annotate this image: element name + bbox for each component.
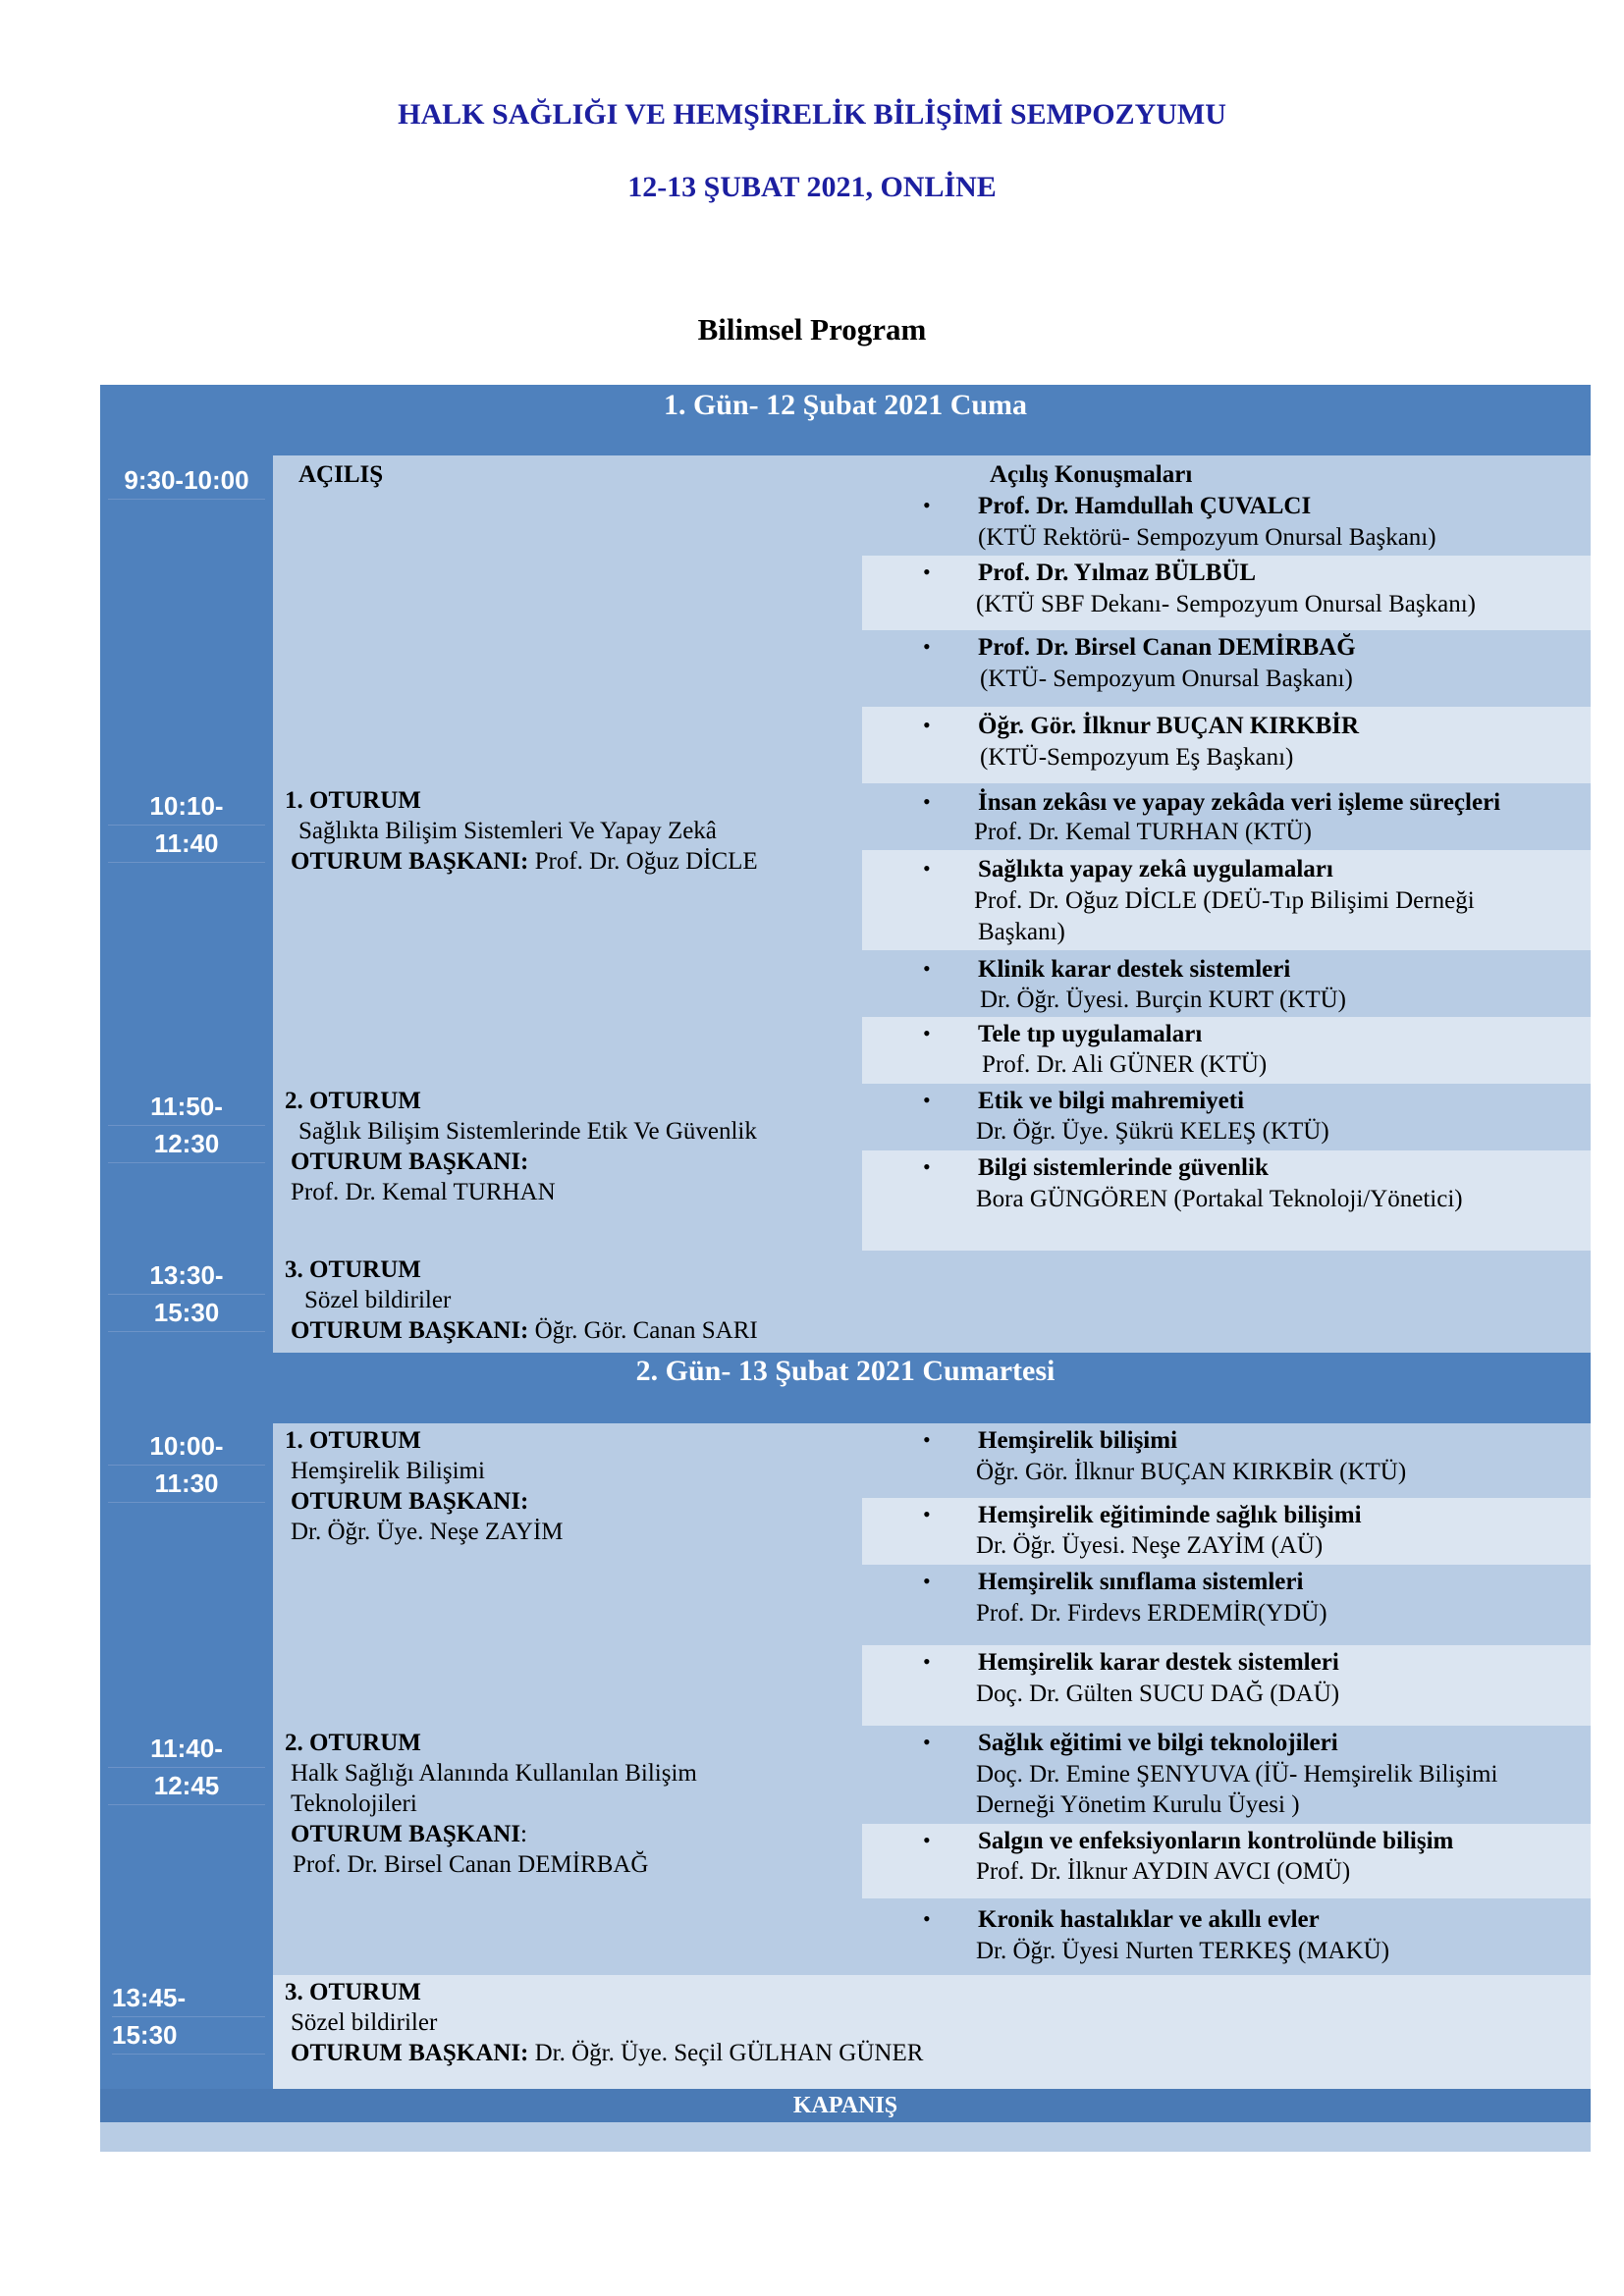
talk-speaker: Dr. Öğr. Üye. Şükrü KELEŞ (KTÜ)	[976, 1118, 1329, 1145]
talk-cell	[862, 1084, 1591, 1150]
talk-title: Sağlık eğitimi ve bilgi teknolojileri	[978, 1730, 1338, 1756]
talk-title: Öğr. Gör. İlknur BUÇAN KIRKBİR	[978, 713, 1360, 739]
talk-speaker: Prof. Dr. Oğuz DİCLE (DEÜ-Tıp Bilişimi Derneği	[974, 887, 1475, 914]
talk-speaker: Prof. Dr. İlknur AYDIN AVCI (OMÜ)	[976, 1858, 1351, 1885]
session-cell	[273, 1423, 862, 1726]
session-cell	[273, 1084, 862, 1251]
session-topic: Teknolojileri	[291, 1790, 417, 1817]
talk-speaker: Başkanı)	[978, 919, 1065, 945]
page-subtitle: 12-13 ŞUBAT 2021, ONLİNE	[627, 171, 997, 203]
session-topic: Sözel bildiriler	[304, 1287, 452, 1313]
time-label: 9:30-10:00	[108, 461, 265, 500]
session-cell	[273, 783, 862, 1084]
talk-title: Kronik hastalıklar ve akıllı evler	[978, 1906, 1320, 1933]
session-label: 2. OTURUM	[285, 1088, 421, 1114]
time-cell	[100, 1975, 273, 2089]
talk-speaker: Dr. Öğr. Üyesi. Neşe ZAYİM (AÜ)	[976, 1532, 1324, 1559]
talk-speaker: Prof. Dr. Firdevs ERDEMİR(YDÜ)	[976, 1600, 1327, 1627]
chair-colon: :	[520, 1821, 527, 1847]
talk-speaker: Bora GÜNGÖREN (Portakal Teknoloji/Yönetici)	[976, 1186, 1463, 1212]
session-label: 3. OTURUM	[285, 1256, 421, 1283]
time-label: 13:30-	[108, 1256, 265, 1295]
program-heading: Bilimsel Program	[697, 312, 927, 347]
talk-cell	[862, 1017, 1591, 1084]
talk-speaker: Öğr. Gör. İlknur BUÇAN KIRKBİR (KTÜ)	[976, 1459, 1407, 1485]
session-label: 2. OTURUM	[285, 1730, 421, 1756]
chair-name: Öğr. Gör. Canan SARI	[528, 1317, 758, 1344]
talk-title: Hemşirelik eğitiminde sağlık bilişimi	[978, 1502, 1362, 1528]
bullet-icon: •	[923, 1088, 931, 1112]
bullet-icon: •	[923, 1427, 931, 1452]
session-chair	[291, 2038, 923, 2068]
session-topic: Sağlıkta Bilişim Sistemleri Ve Yapay Zekâ	[298, 818, 717, 844]
bullet-icon: •	[923, 1906, 931, 1931]
time-label: 10:10-	[108, 787, 265, 826]
talk-speaker: Dr. Öğr. Üyesi Nurten TERKEŞ (MAKÜ)	[976, 1938, 1390, 1964]
talk-title: Bilgi sistemlerinde güvenlik	[978, 1154, 1269, 1181]
talk-title: Salgın ve enfeksiyonların kontrolünde bilişim	[978, 1828, 1454, 1854]
time-label: 10:00-	[108, 1427, 265, 1466]
talk-title: Prof. Dr. Hamdullah ÇUVALCI	[978, 493, 1312, 519]
talk-title: Hemşirelik sınıflama sistemleri	[978, 1569, 1304, 1595]
chair-label: OTURUM BAŞKANI:	[291, 1488, 529, 1515]
session-chair	[291, 1315, 758, 1346]
session-cell	[273, 455, 862, 783]
time-label: 12:30	[108, 1125, 265, 1163]
talk-title: Sağlıkta yapay zekâ uygulamaları	[978, 856, 1333, 882]
day2-title: 2. Gün- 13 Şubat 2021 Cumartesi	[635, 1355, 1056, 1387]
bullet-icon: •	[923, 1021, 931, 1045]
bullet-icon: •	[923, 789, 931, 814]
time-cell	[100, 1251, 273, 1353]
day1-header	[100, 385, 1591, 455]
bullet-icon: •	[923, 856, 931, 881]
session-topic: Sağlık Bilişim Sistemlerinde Etik Ve Güvenlik	[298, 1118, 757, 1145]
chair-name: Dr. Öğr. Üye. Seçil GÜLHAN GÜNER	[528, 2040, 924, 2066]
time-label: 12:45	[108, 1767, 265, 1805]
time-cell	[100, 455, 273, 783]
session-topic: Hemşirelik Bilişimi	[291, 1458, 485, 1484]
session-topic: Sözel bildiriler	[291, 2009, 438, 2036]
bullet-icon: •	[923, 1730, 931, 1754]
session-cell	[273, 1726, 862, 1975]
day2-header	[100, 1353, 1591, 1423]
talk-speaker: (KTÜ-Sempozyum Eş Başkanı)	[980, 744, 1294, 771]
bullet-icon: •	[923, 560, 931, 584]
time-label: 11:50-	[108, 1088, 265, 1126]
talk-cell	[862, 707, 1591, 783]
time-label: 11:40-	[108, 1730, 265, 1768]
bullet-icon: •	[923, 634, 931, 659]
bullet-icon: •	[923, 1569, 931, 1593]
chair-name: Prof. Dr. Oğuz DİCLE	[528, 848, 758, 875]
talks-title-cell	[862, 455, 1591, 556]
page-title: HALK SAĞLIĞI VE HEMŞİRELİK BİLİŞİMİ SEMPOZYUMU	[398, 98, 1226, 131]
time-label: 15:30	[108, 1294, 265, 1332]
day1-title: 1. Gün- 12 Şubat 2021 Cuma	[663, 389, 1028, 421]
talk-cell	[862, 630, 1591, 707]
chair-name: Prof. Dr. Kemal TURHAN	[291, 1179, 556, 1205]
talk-cell	[862, 783, 1591, 850]
session-label: 3. OTURUM	[285, 1979, 421, 2005]
talk-cell	[862, 1565, 1591, 1645]
talk-speaker: Prof. Dr. Kemal TURHAN (KTÜ)	[974, 819, 1312, 845]
talk-speaker: Doç. Dr. Gülten SUCU DAĞ (DAÜ)	[976, 1681, 1340, 1707]
chair-name: Dr. Öğr. Üye. Neşe ZAYİM	[291, 1519, 564, 1545]
closing-row	[100, 2089, 1591, 2152]
bullet-icon: •	[923, 1828, 931, 1852]
session-topic: Halk Sağlığı Alanında Kullanılan Bilişim	[291, 1760, 697, 1787]
bullet-icon: •	[923, 493, 931, 517]
chair-label: OTURUM BAŞKANI:	[291, 1148, 529, 1175]
closing-filler	[100, 2122, 1591, 2152]
talk-cell	[862, 850, 1591, 950]
talk-cell	[862, 1824, 1591, 1898]
time-label: 11:40	[108, 825, 265, 863]
chair-label: OTURUM BAŞKANI	[291, 1821, 521, 1847]
talk-speaker: Dr. Öğr. Üyesi. Burçin KURT (KTÜ)	[980, 987, 1346, 1013]
talk-cell	[862, 1726, 1591, 1824]
session-cell	[273, 1975, 1591, 2089]
chair-label: OTURUM BAŞKANI:	[291, 848, 529, 875]
chair-label: OTURUM BAŞKANI:	[291, 2040, 529, 2066]
time-cell	[100, 1423, 273, 1726]
talk-cell	[862, 1898, 1591, 1975]
closing-label: KAPANIŞ	[100, 2089, 1591, 2122]
time-label: 11:30	[108, 1465, 265, 1503]
talk-cell	[862, 950, 1591, 1017]
bullet-icon: •	[923, 1154, 931, 1179]
talk-title: Prof. Dr. Birsel Canan DEMİRBAĞ	[978, 634, 1356, 661]
time-cell	[100, 1726, 273, 1975]
session-chair	[291, 846, 758, 877]
time-label: 15:30	[112, 2016, 265, 2055]
talk-cell	[862, 556, 1591, 630]
talk-title: Tele tıp uygulamaları	[978, 1021, 1203, 1047]
talk-title: Hemşirelik karar destek sistemleri	[978, 1649, 1339, 1676]
talk-title: Prof. Dr. Yılmaz BÜLBÜL	[978, 560, 1257, 586]
time-cell	[100, 783, 273, 1084]
session-label: 1. OTURUM	[285, 1427, 421, 1454]
session-label: 1. OTURUM	[285, 787, 421, 814]
talk-speaker: Prof. Dr. Ali GÜNER (KTÜ)	[982, 1051, 1268, 1078]
talk-speaker: (KTÜ SBF Dekanı- Sempozyum Onursal Başkanı)	[976, 591, 1476, 617]
talk-speaker: (KTÜ- Sempozyum Onursal Başkanı)	[980, 666, 1353, 692]
talk-title: Hemşirelik bilişimi	[978, 1427, 1178, 1454]
time-cell	[100, 1084, 273, 1251]
bullet-icon: •	[923, 956, 931, 981]
talk-cell	[862, 1498, 1591, 1565]
session-chair	[291, 1819, 527, 1849]
bullet-icon: •	[923, 1649, 931, 1674]
chair-label: OTURUM BAŞKANI:	[291, 1317, 529, 1344]
talk-cell	[862, 1150, 1591, 1251]
talk-title: Etik ve bilgi mahremiyeti	[978, 1088, 1245, 1114]
bullet-icon: •	[923, 713, 931, 737]
chair-name: Prof. Dr. Birsel Canan DEMİRBAĞ	[293, 1851, 649, 1878]
talk-speaker: Doç. Dr. Emine ŞENYUVA (İÜ- Hemşirelik Bilişimi	[976, 1761, 1498, 1788]
talk-cell	[862, 1645, 1591, 1726]
talk-title: Klinik karar destek sistemleri	[978, 956, 1291, 983]
talk-cell	[862, 1423, 1591, 1498]
talk-title: İnsan zekâsı ve yapay zekâda veri işleme süreçleri	[978, 789, 1501, 816]
talks-title: Açılış Konuşmaları	[990, 461, 1193, 488]
talk-speaker: Derneği Yönetim Kurulu Üyesi )	[976, 1791, 1300, 1818]
talk-speaker: (KTÜ Rektörü- Sempozyum Onursal Başkanı)	[978, 524, 1436, 551]
time-label: 13:45-	[112, 1979, 265, 2017]
session-cell	[273, 1251, 1591, 1353]
bullet-icon: •	[923, 1502, 931, 1526]
session-name: AÇILIŞ	[298, 461, 384, 488]
